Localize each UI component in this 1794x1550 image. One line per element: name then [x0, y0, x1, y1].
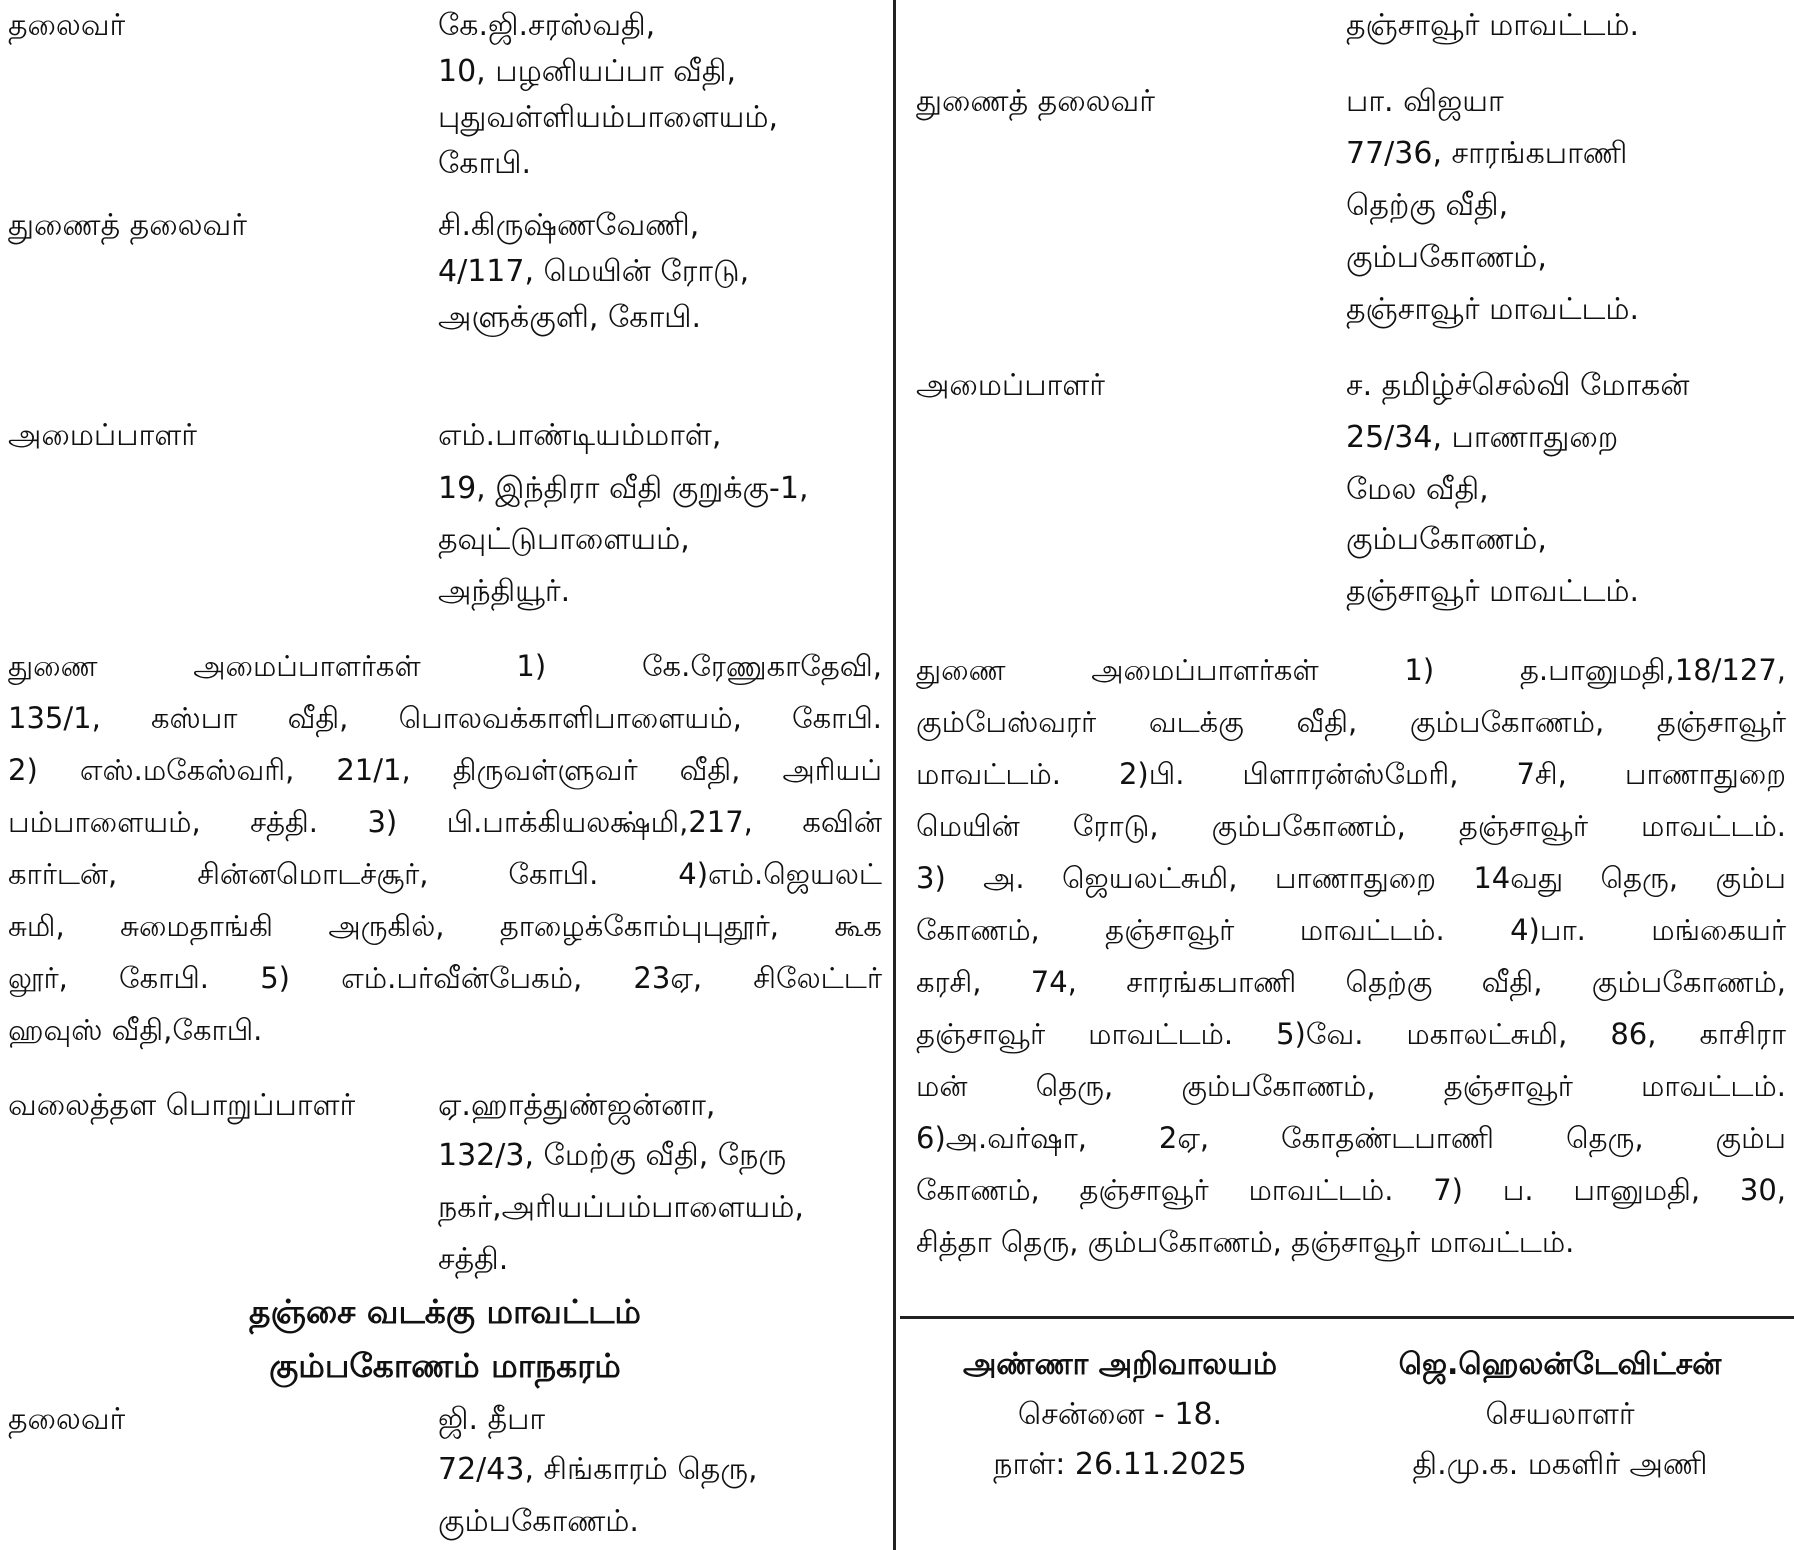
- address-line: ஏ.ஹாத்துண்ஜன்னா,: [438, 1088, 716, 1123]
- address-line: அளுக்குளி, கோபி.: [438, 300, 702, 335]
- office-label: வலைத்தள பொறுப்பாளர்: [8, 1088, 356, 1123]
- address-line: தெற்கு வீதி,: [1346, 188, 1509, 223]
- paragraph-line: கரசி, 74, சாரங்கபாணி தெற்கு வீதி, கும்பகோணம்,: [916, 965, 1786, 999]
- district-heading: தஞ்சை வடக்கு மாவட்டம்: [249, 1292, 641, 1331]
- paragraph-line: ஹவுஸ் வீதி,கோபி.: [8, 1013, 263, 1047]
- address-line: 10, பழனியப்பா வீதி,: [438, 54, 737, 89]
- paragraph-line: 2) எஸ்.மகேஸ்வரி, 21/1, திருவள்ளுவர் வீதி, அரியப்: [8, 753, 882, 787]
- address-line: கும்பகோணம்,: [1346, 240, 1547, 275]
- paragraph-line: மாவட்டம். 2)பி. பிளாரன்ஸ்மேரி, 7சி, பாணாதுறை: [916, 757, 1786, 791]
- signatory-name: ஜெ.ஹெலன்டேவிட்சன்: [1398, 1347, 1722, 1382]
- paragraph-line: லூர், கோபி. 5) எம்.பர்வீன்பேகம், 23ஏ, சிலேட்டர்: [8, 961, 882, 995]
- address-line: ஜி. தீபா: [438, 1402, 546, 1437]
- paragraph-line: தஞ்சாவூர் மாவட்டம். 5)வே. மகாலட்சுமி, 86, காசிரா: [916, 1017, 1786, 1051]
- address-line: 132/3, மேற்கு வீதி, நேரு: [438, 1138, 787, 1173]
- address-line: பா. விஜயா: [1346, 84, 1504, 119]
- office-label: அமைப்பாளர்: [8, 418, 197, 453]
- issue-date: நாள்: 26.11.2025: [993, 1447, 1247, 1482]
- paragraph-line: சுமி, சுமைதாங்கி அருகில், தாழைக்கோம்புபுதூர், கூக: [8, 909, 882, 943]
- address-line: சி.கிருஷ்ணவேணி,: [438, 208, 700, 243]
- paragraph-line: மெயின் ரோடு, கும்பகோணம், தஞ்சாவூர் மாவட்டம்.: [916, 809, 1786, 843]
- address-line: 77/36, சாரங்கபாணி: [1346, 136, 1628, 171]
- paragraph-line: மன் தெரு, கும்பகோணம், தஞ்சாவூர் மாவட்டம்.: [916, 1069, 1786, 1103]
- issuing-office: [900, 1340, 1340, 1490]
- paragraph-line: 135/1, கஸ்பா வீதி, பொலவக்காளிபாளையம், கோபி.: [8, 701, 882, 735]
- address-line: மேல வீதி,: [1346, 472, 1489, 507]
- signatory: [1340, 1340, 1780, 1490]
- address-line: எம்.பாண்டியம்மாள்,: [438, 418, 722, 453]
- address-line: ச. தமிழ்ச்செல்வி மோகன்: [1346, 368, 1690, 403]
- office-label: துணைத் தலைவர்: [8, 208, 247, 243]
- paragraph-line: கார்டன், சின்னமொடச்சூர், கோபி. 4)எம்.ஜெயலட்: [8, 857, 882, 891]
- paragraph-line: துணை அமைப்பாளர்கள் 1) கே.ரேணுகாதேவி,: [8, 649, 882, 683]
- office-label: தலைவர்: [8, 8, 126, 43]
- right-column: [900, 0, 1794, 1550]
- deputy-organizers-paragraph: [8, 640, 882, 1056]
- office-name: அண்ணா அறிவாலயம்: [962, 1347, 1278, 1382]
- address-line: 25/34, பாணாதுறை: [1346, 420, 1619, 455]
- paragraph-line: பம்பாளையம், சத்தி. 3) பி.பாக்கியலக்ஷ்மி,217, கவின்: [8, 805, 882, 839]
- paragraph-line: கோணம், தஞ்சாவூர் மாவட்டம். 7) ப. பானுமதி, 30,: [916, 1173, 1786, 1207]
- signatory-org: தி.மு.க. மகளிர் அணி: [1412, 1447, 1708, 1482]
- address-line: கோபி.: [438, 146, 532, 181]
- address-line: கும்பகோணம்,: [1346, 522, 1547, 557]
- address-line: கே.ஜி.சரஸ்வதி,: [438, 8, 656, 43]
- paragraph-line: கும்பேஸ்வரர் வடக்கு வீதி, கும்பகோணம், தஞ்சாவூர்: [916, 705, 1786, 739]
- paragraph-line: 6)அ.வர்ஷா, 2ஏ, கோதண்டபாணி தெரு, கும்ப: [916, 1121, 1786, 1155]
- address-line: தஞ்சாவூர் மாவட்டம்.: [1346, 8, 1640, 43]
- paragraph-line: துணை அமைப்பாளர்கள் 1) த.பானுமதி,18/127,: [916, 653, 1786, 687]
- address-line: தவுட்டுபாளையம்,: [438, 522, 690, 557]
- address-line: புதுவள்ளியம்பாளையம்,: [438, 100, 779, 135]
- paragraph-line: சித்தா தெரு, கும்பகோணம், தஞ்சாவூர் மாவட்டம்.: [916, 1225, 1575, 1259]
- address-line: சத்தி.: [438, 1242, 509, 1277]
- paragraph-line: 3) அ. ஜெயலட்சுமி, பாணாதுறை 14வது தெரு, கும்ப: [916, 861, 1786, 895]
- address-line: கும்பகோணம்.: [438, 1504, 639, 1539]
- address-line: தஞ்சாவூர் மாவட்டம்.: [1346, 574, 1640, 609]
- left-column: [0, 0, 890, 1550]
- deputy-organizers-paragraph: [916, 644, 1786, 1268]
- city-heading: கும்பகோணம் மாநகரம்: [269, 1346, 621, 1385]
- address-line: அந்தியூர்.: [438, 574, 571, 609]
- office-label: துணைத் தலைவர்: [916, 84, 1155, 119]
- address-line: 19, இந்திரா வீதி குறுக்கு-1,: [438, 471, 809, 506]
- paragraph-line: கோணம், தஞ்சாவூர் மாவட்டம். 4)பா. மங்கையர்: [916, 913, 1786, 947]
- address-line: 4/117, மெயின் ரோடு,: [438, 254, 750, 289]
- office-city: சென்னை - 18.: [1017, 1397, 1223, 1432]
- address-line: 72/43, சிங்காரம் தெரு,: [438, 1452, 758, 1487]
- column-divider: [893, 0, 896, 1550]
- address-line: நகர்,அரியப்பம்பாளையம்,: [438, 1190, 804, 1225]
- signatory-title: செயலாளர்: [1485, 1397, 1635, 1432]
- address-line: தஞ்சாவூர் மாவட்டம்.: [1346, 292, 1640, 327]
- office-label: தலைவர்: [8, 1402, 126, 1437]
- office-label: அமைப்பாளர்: [916, 368, 1105, 403]
